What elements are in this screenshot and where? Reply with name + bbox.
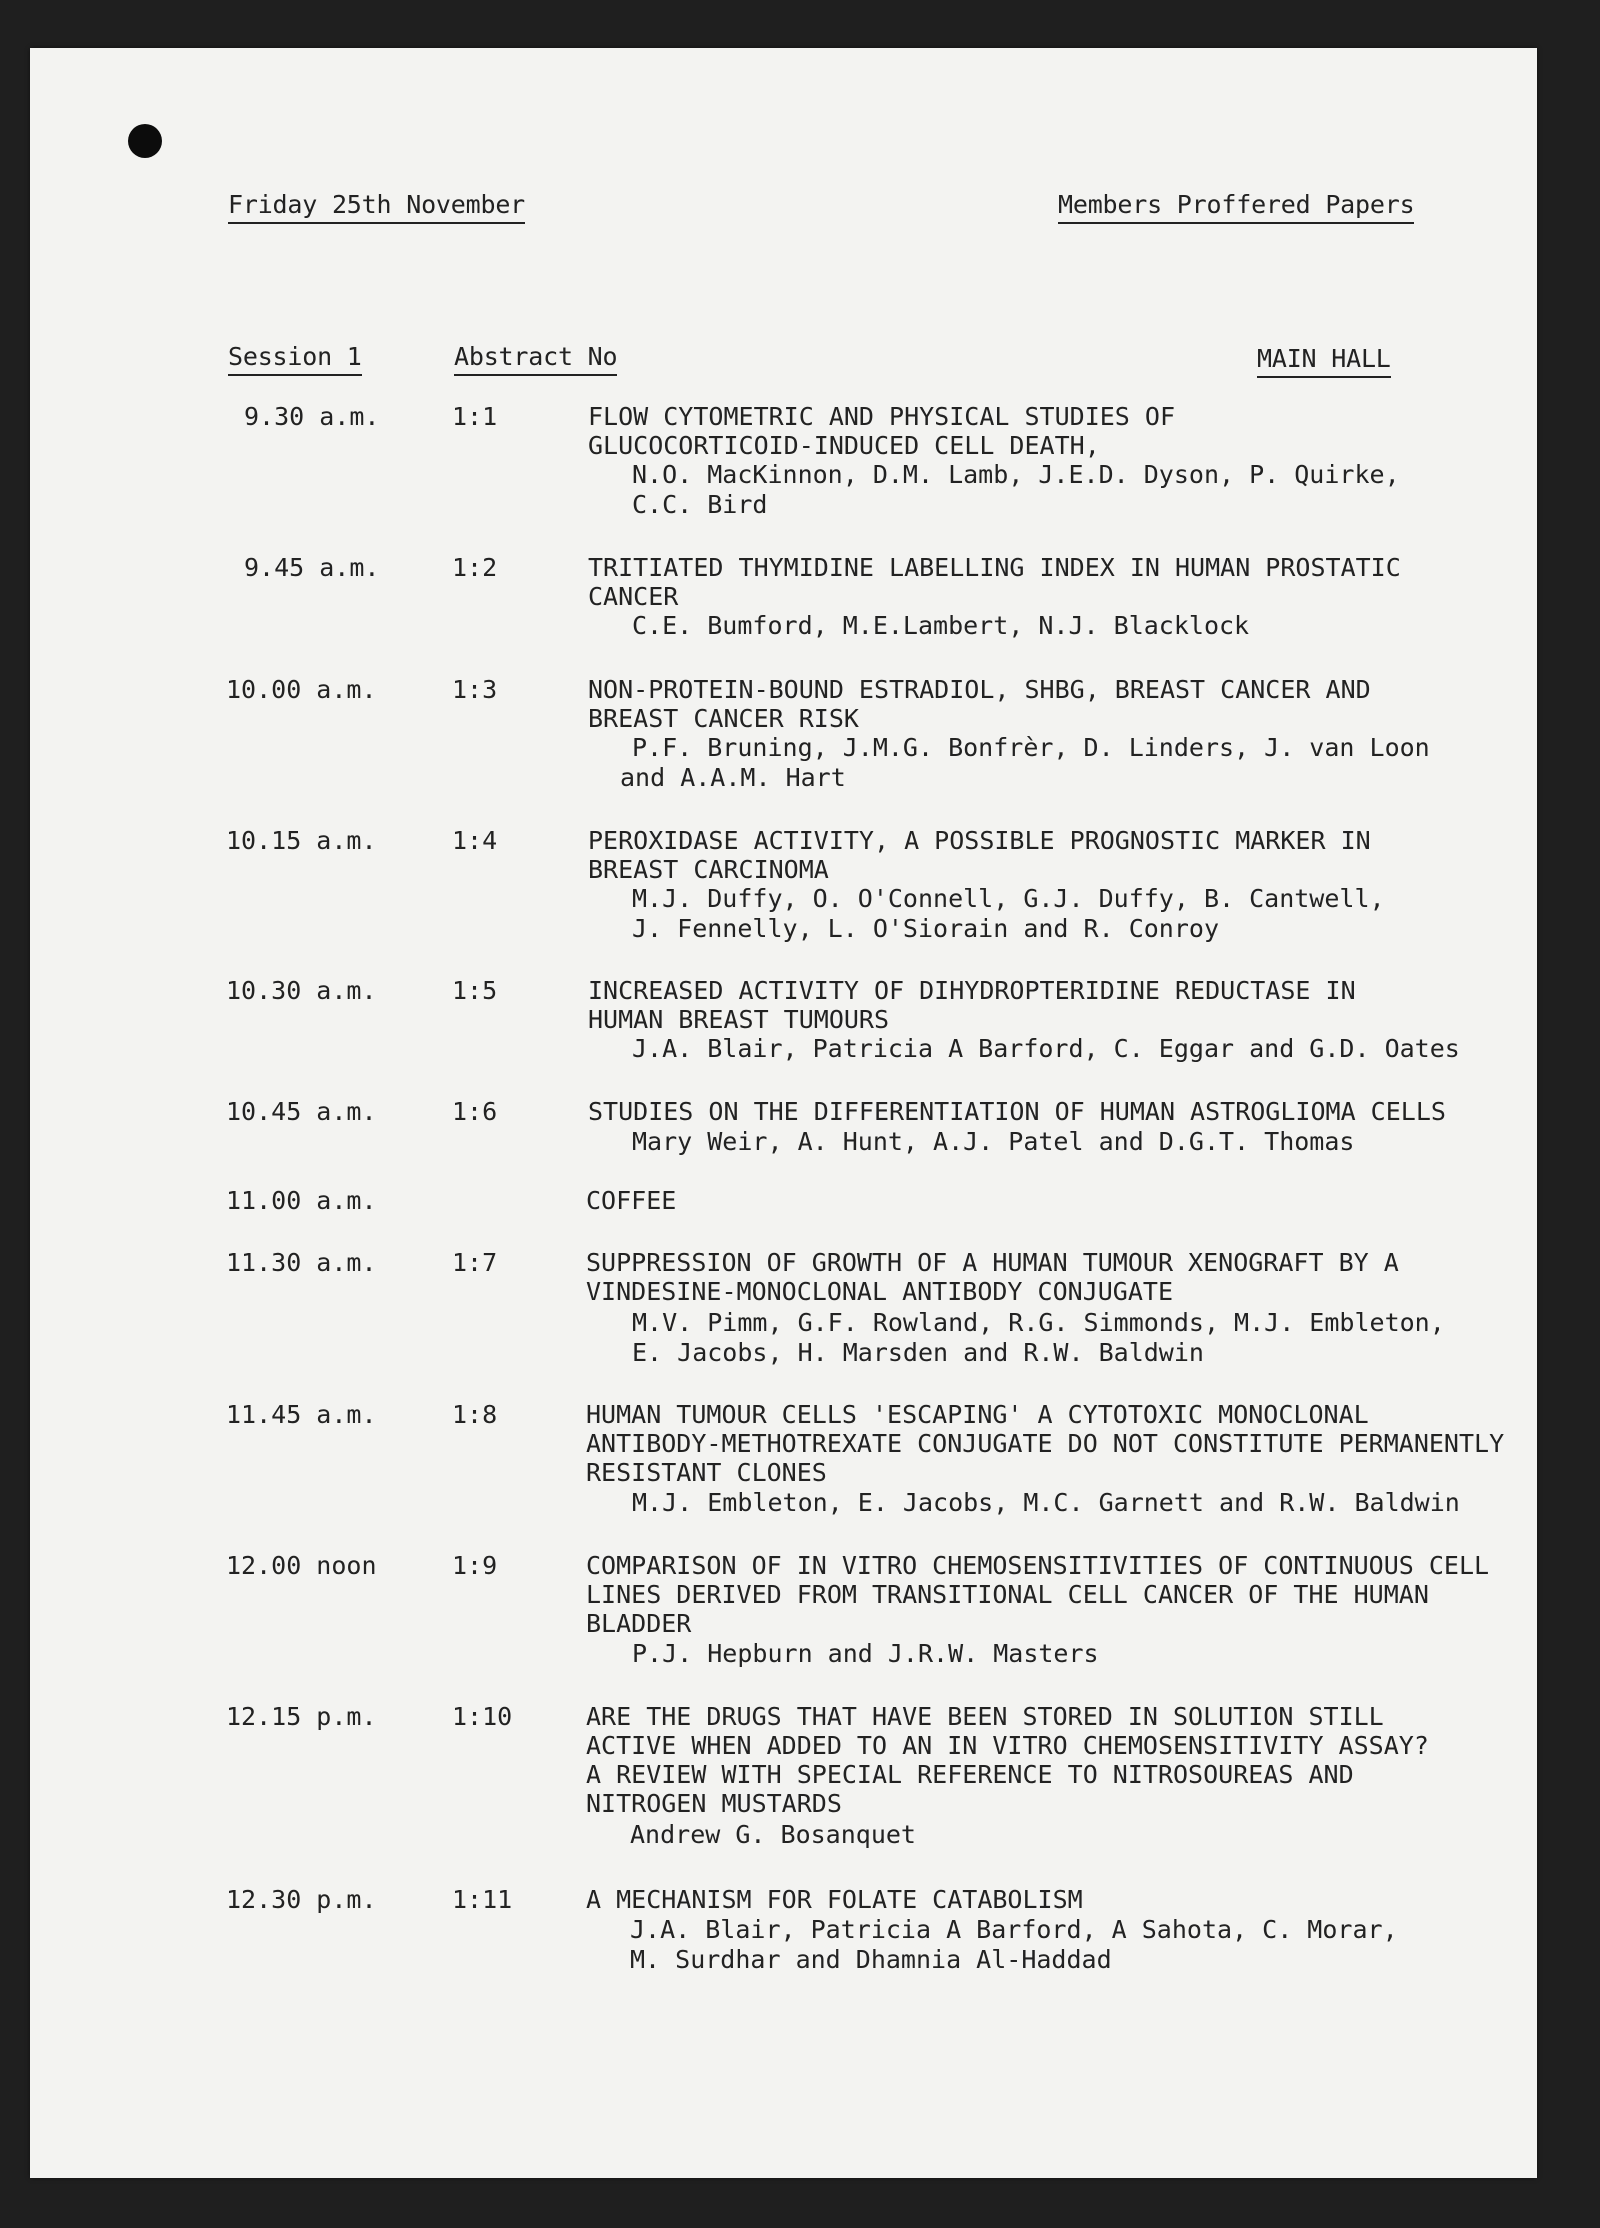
entry-number: 1:7 [452,1248,498,1277]
punch-hole [128,124,162,158]
entry-title [588,976,1356,1034]
entry-title-line: A MECHANISM FOR FOLATE CATABOLISM [586,1885,1083,1914]
entry-title-line: COMPARISON OF IN VITRO CHEMOSENSITIVITIES OF CONTINUOUS CELL [586,1551,1490,1580]
entry-time: 9.45 a.m. [244,553,380,582]
entry-number: 1:2 [452,553,498,582]
entry-number: 1:4 [452,826,498,855]
entry-title-line: VINDESINE-MONOCLONAL ANTIBODY CONJUGATE [586,1277,1173,1306]
entry-title-line: COFFEE [586,1186,677,1215]
entry-number: 1:3 [452,675,498,704]
entry-title-line: HUMAN BREAST TUMOURS [588,1005,890,1034]
entry-authors [632,733,1430,763]
entry-time: 10.15 a.m. [226,826,377,855]
entry-authors-line: C.C. Bird [632,490,768,519]
entry-authors-line: J. Fennelly, L. O'Siorain and R. Conroy [632,914,1219,943]
header-category-text: Members Proffered Papers [1058,190,1414,224]
entry-title [586,1551,1489,1638]
entry-authors [632,1639,1099,1669]
entry-authors-line: P.J. Hepburn and J.R.W. Masters [632,1639,1099,1668]
entry-time: 12.00 noon [226,1551,377,1580]
abstract-heading-text: Abstract No [454,342,617,376]
entry-title [588,1097,1446,1126]
entry-authors-line: N.O. MacKinnon, D.M. Lamb, J.E.D. Dyson, P. Quirke, [632,460,1400,489]
session-heading-text: Session 1 [228,342,362,376]
entry-time: 9.30 a.m. [244,402,380,431]
entry-authors-line: J.A. Blair, Patricia A Barford, C. Eggar and G.D. Oates [632,1034,1460,1063]
entry-title-line: BREAST CANCER RISK [588,704,859,733]
entry-authors [632,1488,1460,1518]
session-heading [228,342,362,372]
entry-time: 11.30 a.m. [226,1248,377,1277]
entry-title-line: NON-PROTEIN-BOUND ESTRADIOL, SHBG, BREAST CANCER AND [588,675,1371,704]
entry-authors-line: M. Surdhar and Dhamnia Al-Haddad [630,1945,1112,1974]
entry-title-line: TRITIATED THYMIDINE LABELLING INDEX IN HUMAN PROSTATIC [588,553,1401,582]
entry-title-line: HUMAN TUMOUR CELLS 'ESCAPING' A CYTOTOXIC MONOCLONAL [586,1400,1369,1429]
header-date [228,190,525,220]
entry-number: 1:6 [452,1097,498,1126]
entry-title-line: SUPPRESSION OF GROWTH OF A HUMAN TUMOUR XENOGRAFT BY A [586,1248,1399,1277]
entry-title [586,1702,1429,1818]
entry-title [586,1248,1399,1306]
entry-number: 1:8 [452,1400,498,1429]
entry-title-line: BREAST CARCINOMA [588,855,829,884]
header-date-text: Friday 25th November [228,190,525,224]
entry-title-line: NITROGEN MUSTARDS [586,1789,842,1818]
entry-authors-line: C.E. Bumford, M.E.Lambert, N.J. Blacklock [632,611,1250,640]
entry-title [588,402,1175,460]
entry-authors-line: M.J. Embleton, E. Jacobs, M.C. Garnett and R.W. Baldwin [632,1488,1460,1517]
entry-authors [630,1820,916,1850]
entry-number: 1:11 [452,1885,513,1914]
header-category [1058,190,1414,220]
entry-authors [632,1127,1354,1157]
entry-title-line: RESISTANT CLONES [586,1458,827,1487]
entry-title [588,675,1371,733]
entry-authors-line: M.V. Pimm, G.F. Rowland, R.G. Simmonds, M.J. Embleton, [632,1308,1445,1337]
entry-number: 1:1 [452,402,498,431]
entry-authors-line: Mary Weir, A. Hunt, A.J. Patel and D.G.T. Thomas [632,1127,1355,1156]
entry-title [588,553,1401,611]
entry-number: 1:9 [452,1551,498,1580]
entry-number: 1:10 [452,1702,513,1731]
entry-time: 10.00 a.m. [226,675,377,704]
entry-authors-continued: and A.A.M. Hart [620,763,846,792]
entry-authors-line: E. Jacobs, H. Marsden and R.W. Baldwin [632,1338,1204,1367]
entry-authors [632,884,1385,944]
entry-title [586,1186,676,1215]
entry-authors [630,1915,1398,1975]
entry-title-line: GLUCOCORTICOID-INDUCED CELL DEATH, [588,431,1100,460]
entry-authors-line: J.A. Blair, Patricia A Barford, A Sahota, C. Morar, [630,1915,1398,1944]
entry-authors [632,460,1400,520]
entry-time: 12.30 p.m. [226,1885,377,1914]
entry-time: 12.15 p.m. [226,1702,377,1731]
entry-title-line: CANCER [588,582,679,611]
entry-title-line: ACTIVE WHEN ADDED TO AN IN VITRO CHEMOSENSITIVITY ASSAY? [586,1731,1429,1760]
entry-title-line: STUDIES ON THE DIFFERENTIATION OF HUMAN ASTROGLIOMA CELLS [588,1097,1446,1126]
entry-authors-line: M.J. Duffy, O. O'Connell, G.J. Duffy, B. Cantwell, [632,884,1385,913]
entry-title [586,1400,1504,1487]
entry-authors [632,1034,1460,1064]
hall-heading-text: MAIN HALL [1257,344,1391,378]
hall-heading [1257,344,1391,374]
entry-authors [632,611,1249,641]
entry-title-line: LINES DERIVED FROM TRANSITIONAL CELL CANCER OF THE HUMAN [586,1580,1429,1609]
abstract-heading [454,342,617,372]
entry-authors-line: Andrew G. Bosanquet [630,1820,916,1849]
entry-time: 10.45 a.m. [226,1097,377,1126]
entry-title-line: FLOW CYTOMETRIC AND PHYSICAL STUDIES OF [588,402,1175,431]
entry-number: 1:5 [452,976,498,1005]
entry-title [586,1885,1083,1914]
entry-time: 11.00 a.m. [226,1186,377,1215]
entry-title [588,826,1371,884]
entry-title-line: INCREASED ACTIVITY OF DIHYDROPTERIDINE REDUCTASE IN [588,976,1356,1005]
entry-title-line: BLADDER [586,1609,692,1638]
entry-title-line: ANTIBODY-METHOTREXATE CONJUGATE DO NOT CONSTITUTE PERMANENTLY [586,1429,1505,1458]
entry-authors-line: P.F. Bruning, J.M.G. Bonfrèr, D. Linders, J. van Loon [632,733,1430,762]
entry-title-line: PEROXIDASE ACTIVITY, A POSSIBLE PROGNOSTIC MARKER IN [588,826,1371,855]
entry-time: 11.45 a.m. [226,1400,377,1429]
entry-title-line: A REVIEW WITH SPECIAL REFERENCE TO NITROSOUREAS AND [586,1760,1354,1789]
entry-time: 10.30 a.m. [226,976,377,1005]
entry-authors [632,1308,1445,1368]
entry-title-line: ARE THE DRUGS THAT HAVE BEEN STORED IN SOLUTION STILL [586,1702,1384,1731]
